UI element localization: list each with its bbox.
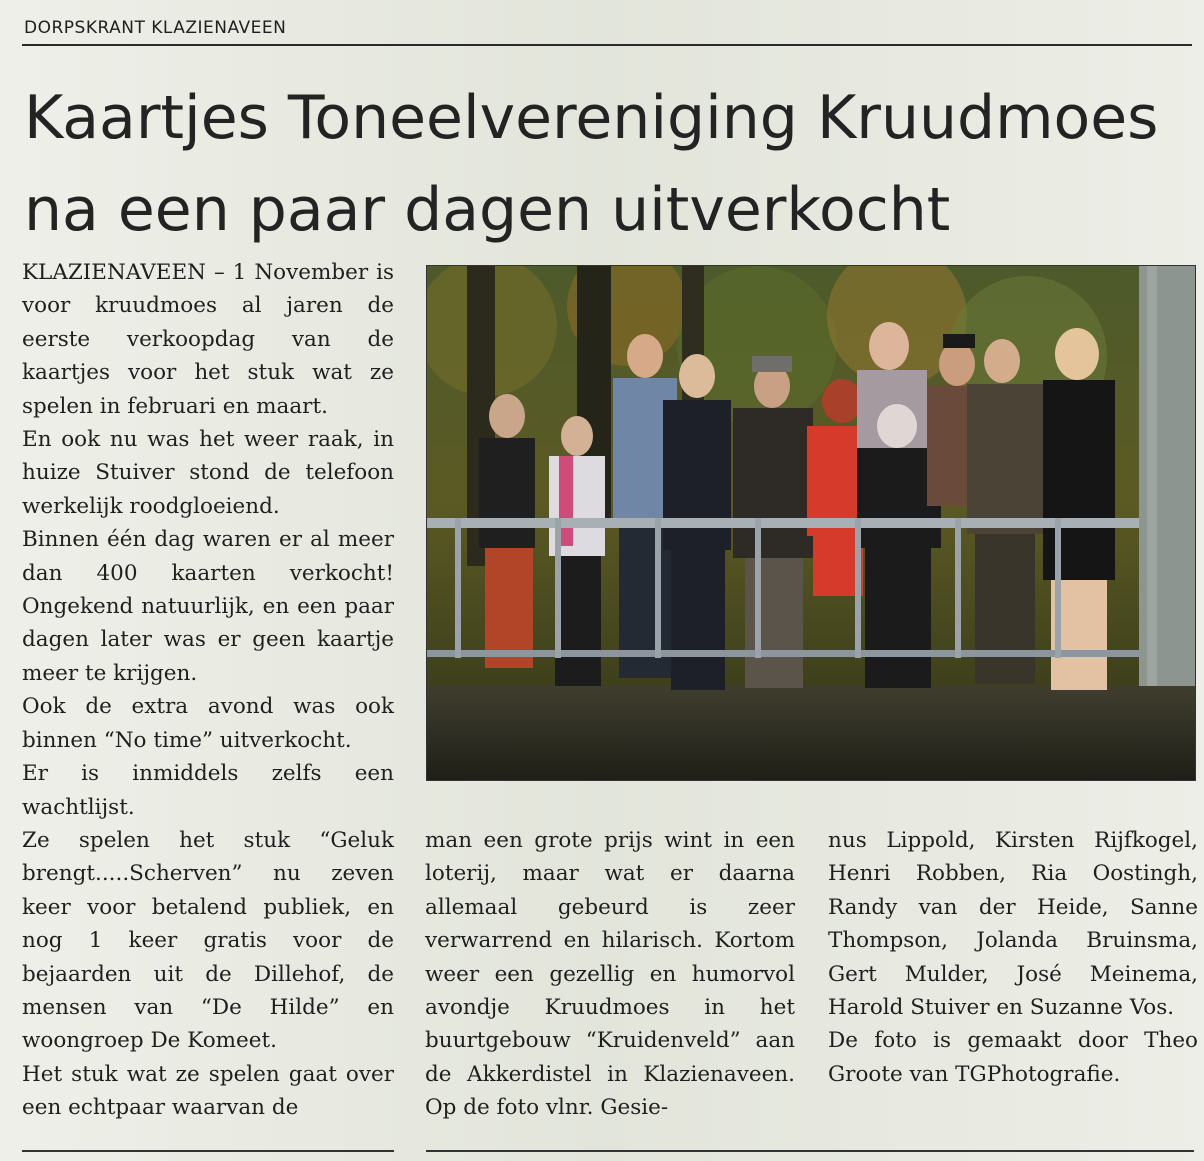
- article-column-1-continued: [22, 824, 394, 1125]
- bottom-rule-left: [22, 1150, 394, 1152]
- paragraph: nus Lippold, Kirsten Rijfkogel, Henri Robben, Ria Oostingh, Randy van der Heide, Sanne Thompson, Jolanda Bruinsma, Gert Mulder, José Meinema, Harold Stuiver en Suzanne Vos.: [828, 828, 1198, 1021]
- headline: Kaartjes Toneelvereniging Kruudmoes na een paar dagen uitverkocht: [24, 83, 1159, 245]
- paragraph: De foto is gemaakt door Theo Groote van TGPhotografie.: [828, 1028, 1198, 1087]
- paragraph: Het stuk wat ze spelen gaat over een echtpaar waarvan de: [22, 1061, 394, 1121]
- paragraph: En ook nu was het weer raak, in huize Stuiver stond de telefoon werkelijk roodgloeiend.: [22, 427, 394, 519]
- masthead: DORPSKRANT KLAZIENAVEEN: [24, 18, 287, 38]
- paragraph: Ook de extra avond was ook binnen “No time” uitverkocht.: [22, 694, 394, 753]
- paragraph: man een grote prijs wint in een loterij, maar wat er daarna allemaal gebeurd is zeer verwarrend en hilarisch. Kortom weer een gezellig en humorvol avondje Kruudmoes in het buurtgebouw “Kruidenveld” aan de Akkerdistel in Klazienaveen. Op de foto vlnr. Gesie-: [425, 828, 795, 1121]
- bottom-rule-right: [426, 1150, 1194, 1152]
- article-column-2: [425, 824, 795, 1125]
- article-column-1: [22, 256, 394, 824]
- paragraph: Ze spelen het stuk “Geluk brengt.....Scherven” nu zeven keer voor betalend publiek, en nog 1 keer gratis voor de bejaarden uit de Dillehof, de mensen van “De Hilde” en woongroep De Komeet.: [22, 828, 394, 1054]
- photo-illustration: [427, 266, 1195, 780]
- top-rule: [22, 44, 1192, 46]
- paragraph: KLAZIENAVEEN – 1 November is voor kruudmoes al jaren de eerste verkoopdag van de kaartjes voor het stuk wat ze spelen in februari en maart.: [22, 260, 394, 419]
- article-column-3: [828, 824, 1198, 1091]
- paragraph: Er is inmiddels zelfs een wachtlijst.: [22, 761, 394, 820]
- group-photo: [426, 265, 1196, 781]
- paragraph: Binnen één dag waren er al meer dan 400 kaarten verkocht! Ongekend natuurlijk, en een paar dagen later was er geen kaartje meer te krijgen.: [22, 527, 394, 686]
